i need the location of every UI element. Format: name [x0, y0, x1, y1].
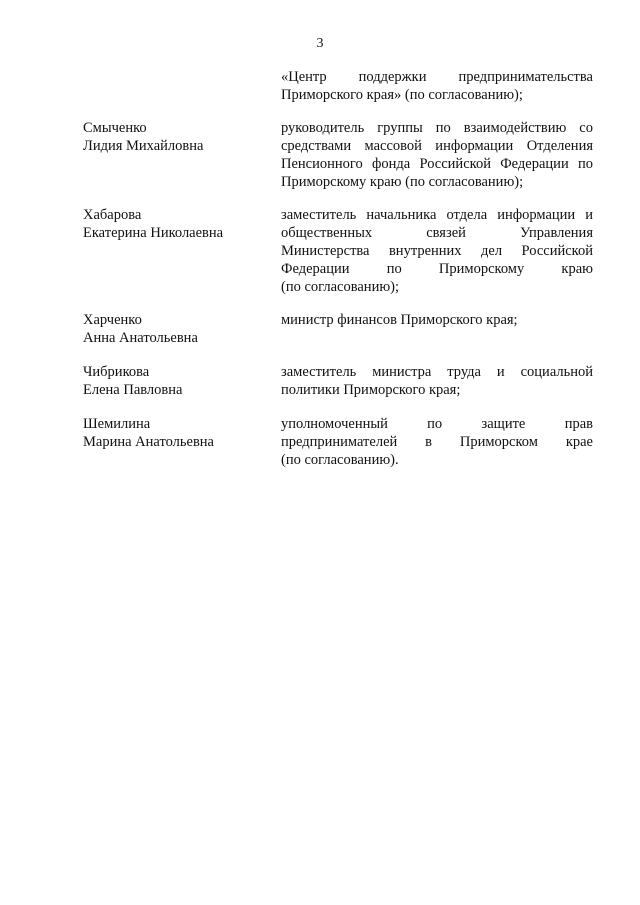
position-line: общественных связей Управления: [281, 225, 593, 241]
member-position: [281, 415, 593, 469]
position-line: Федерации по Приморскому краю: [281, 261, 593, 277]
position-line: Приморскому краю (по согласованию);: [281, 174, 524, 190]
member-given-names: Елена Павловна: [83, 382, 183, 398]
member-position: [281, 311, 593, 329]
member-name: [83, 311, 263, 347]
continuation-line: Приморского края» (по согласованию);: [281, 87, 523, 103]
position-line: министр финансов Приморского края;: [281, 312, 518, 328]
member-position: [281, 363, 593, 399]
position-line: Министерства внутренних дел Российской: [281, 243, 593, 259]
position-line: Пенсионного фонда Российской Федерации по: [281, 156, 593, 172]
position-line: предпринимателей в Приморском крае: [281, 434, 593, 450]
member-given-names: Екатерина Николаевна: [83, 225, 224, 241]
position-line: средствами массовой информации Отделения: [281, 138, 593, 154]
position-line: руководитель группы по взаимодействию со: [281, 120, 593, 136]
position-line: (по согласованию).: [281, 452, 399, 468]
member-name: [83, 206, 263, 242]
position-line: политики Приморского края;: [281, 382, 461, 398]
member-given-names: Лидия Михайловна: [83, 138, 204, 154]
member-surname: Хабарова: [83, 207, 142, 223]
member-name: [83, 415, 263, 451]
member-name: [83, 119, 263, 155]
position-line: уполномоченный по защите прав: [281, 416, 593, 432]
position-line: (по согласованию);: [281, 279, 400, 295]
member-surname: Чибрикова: [83, 364, 150, 380]
member-position: [281, 119, 593, 191]
position-line: заместитель министра труда и социальной: [281, 364, 593, 380]
continuation-line: «Центр поддержки предпринимательства: [281, 69, 593, 85]
member-given-names: Марина Анатольевна: [83, 434, 214, 450]
member-surname: Шемилина: [83, 416, 151, 432]
member-position: [281, 206, 593, 296]
member-given-names: Анна Анатольевна: [83, 330, 198, 346]
member-name: [83, 363, 263, 399]
page-number: 3: [316, 36, 324, 51]
member-surname: Смыченко: [83, 120, 147, 136]
continuation-text: [281, 68, 593, 104]
position-line: заместитель начальника отдела информации и: [281, 207, 593, 223]
member-surname: Харченко: [83, 312, 142, 328]
